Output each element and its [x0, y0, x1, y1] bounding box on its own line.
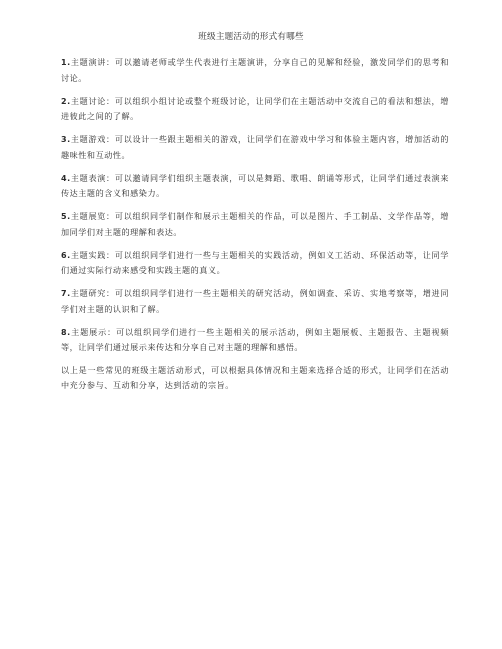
- conclusion-paragraph: 以上是一些常见的班级主题活动形式，可以根据具体情况和主题来选择合适的形式，让同学们在活动中充分参与、互动和分享，达到活动的宗旨。: [61, 365, 449, 390]
- document-title: 班级主题活动的形式有哪些: [198, 32, 304, 42]
- list-item: [61, 94, 449, 124]
- item-number: 7.: [61, 289, 71, 298]
- document-body: [61, 55, 449, 401]
- item-text: 主题游戏：可以设计一些跟主题相关的游戏，让同学们在游戏中学习和体验主题内容，增加活动的趣味性和互动性。: [61, 134, 449, 160]
- item-number: 6.: [61, 250, 71, 260]
- list-item: [61, 171, 449, 201]
- item-number: 1.: [61, 58, 71, 67]
- item-text: 主题演讲：可以邀请老师或学生代表进行主题演讲，分享自己的见解和经验，激发同学们的思考和讨论。: [61, 57, 449, 83]
- item-number: 3.: [61, 135, 71, 144]
- item-text: 主题展览：可以组织同学们制作和展示主题相关的作品，可以是图片、手工制品、文学作品等，增加同学们对主题的理解和表达。: [61, 211, 449, 237]
- list-item: [61, 55, 449, 85]
- item-text: 主题表演：可以邀请同学们组织主题表演，可以是舞蹈、歌唱、朗诵等形式，让同学们通过表演来传达主题的含义和感染力。: [61, 172, 449, 198]
- item-text: 主题展示：可以组织同学们进行一些主题相关的展示活动，例如主题展板、主题报告、主题视频等，让同学们通过展示来传达和分享自己对主题的理解和感悟。: [61, 326, 449, 352]
- item-text: 主题研究：可以组织同学们进行一些主题相关的研究活动，例如调查、采访、实地考察等，增进同学们对主题的认识和了解。: [61, 288, 449, 314]
- list-item: [61, 132, 449, 162]
- list-item: [61, 325, 449, 355]
- list-item: [61, 286, 449, 316]
- item-number: 4.: [61, 173, 71, 183]
- item-text: 主题实践：可以组织同学们进行一些与主题相关的实践活动，例如义工活动、环保活动等，让同学们通过实际行动来感受和实践主题的真义。: [61, 249, 449, 275]
- list-item: [61, 248, 449, 278]
- item-number: 2.: [61, 96, 71, 106]
- item-number: 8.: [61, 327, 71, 337]
- item-number: 5.: [61, 212, 71, 221]
- list-item: [61, 209, 449, 239]
- item-text: 主题讨论：可以组织小组讨论或整个班级讨论，让同学们在主题活动中交流自己的看法和想法，增进彼此之间的了解。: [61, 95, 449, 121]
